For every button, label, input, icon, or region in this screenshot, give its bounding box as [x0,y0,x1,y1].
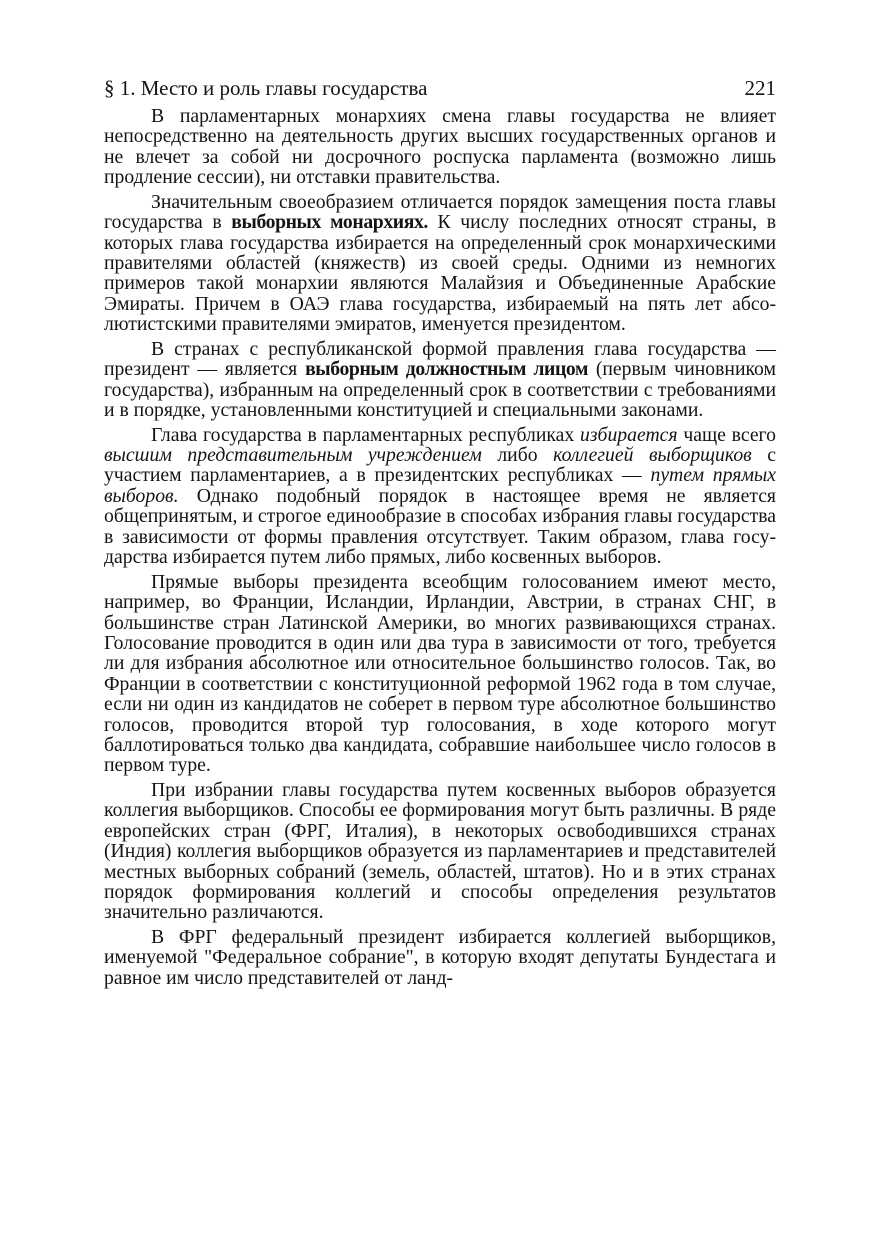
text-run: В ФРГ федеральный президент избирается коллегией выборщиков, именуемой "Федеральное собрание", в которую входят депутаты Бундестага и равное им число представителей от ланд- [104,925,776,989]
text-run: чаще всего [677,423,776,446]
text-run: Значительным своеобразием отличается порядок замещения поста главы государства в [104,190,776,234]
page-number: 221 [744,76,776,100]
text-run: При избрании главы государства путем косвенных выборов образуется коллегия выборщиков. Способы ее формирования могут быть различны. В ряде европейских стран (ФРГ, Италия), в некоторых освободившихся странах (Индия) коллегия выборщиков образуется из парламентариев и представителей местных выборных собраний (земель, областей, штатов). Но и в этих странах порядок формирования коллегий и способы определения результатов значительно различаются. [104,778,776,924]
section-title: § 1. Место и роль главы государства [104,76,428,100]
running-head [104,74,776,102]
text-run: с участием парламентариев, а в президентских республиках — [104,444,776,487]
text-run: В странах с республиканской формой правления глава государства — президент — является [104,337,776,381]
italic-term: коллегией выборщиков [553,444,752,467]
bold-term: выборных монархиях. [231,211,428,234]
paragraph [104,192,776,335]
paragraph [104,425,776,568]
italic-term: избирается [580,423,678,446]
italic-term: путем прямых выборов. [104,464,777,507]
body-text [104,106,776,988]
text-run: Глава государства в парламентарных республиках [151,423,581,446]
text-run: (первым чиновником государства), избранным на определенный срок в соответствии с требованиями и в порядке, установленными конституцией и специальными законами. [104,358,776,422]
paragraph [104,106,776,188]
paragraph [104,572,776,776]
bold-term: выборным должностным лицом [305,358,589,381]
text-run: либо [481,444,554,467]
paragraph [104,780,776,923]
paragraph [104,339,776,421]
italic-term: высшим представительным учреждением [104,444,482,467]
book-page [104,74,776,988]
text-run: Однако подобный порядок в настоящее время не является общепринятым, и строгое единообразие в способах избрания главы государства в зависимости от формы правления отсутствует. Таким образом, глава государства избирается путем либо прямых, либо косвенных выборов. [104,484,776,569]
text-run: В парламентарных монархиях смена главы государства не влияет непосредственно на деятельность других высших государственных органов и не влечет за собой ни досрочного роспуска парламента (возможно лишь продление сессии), ни отставки правительства. [104,105,776,189]
paragraph [104,927,776,988]
text-run: Прямые выборы президента всеобщим голосованием имеют место, например, во Франции, Исландии, Ирландии, Австрии, в странах СНГ, в большинстве стран Латинской Америки, во многих развивающихся странах. Голосование проводится в один или два тура в зависимости от того, требуется ли для избрания абсолютное или относительное большинство голосов. Так, во Франции в соответствии с конституционной реформой 1962 года в том случае, если ни один из кандидатов не соберет в первом туре абсолютное большинство голосов, проводится второй тур голосования, в ходе которого могут баллотироваться только два кандидата, собравшие наибольшее число голосов в первом туре. [104,570,776,777]
text-run: К числу последних относят страны, в которых глава государства избирается на определенный срок монархическими правителями областей (княжеств) из своей среды. Одними из немногих примеров такой монархии являются Малайзия и Объединенные Арабские Эмираты. Причем в ОАЭ глава государства, избираемый на пять лет абсолютистскими правителями эмиратов, именуется президентом. [104,211,776,336]
